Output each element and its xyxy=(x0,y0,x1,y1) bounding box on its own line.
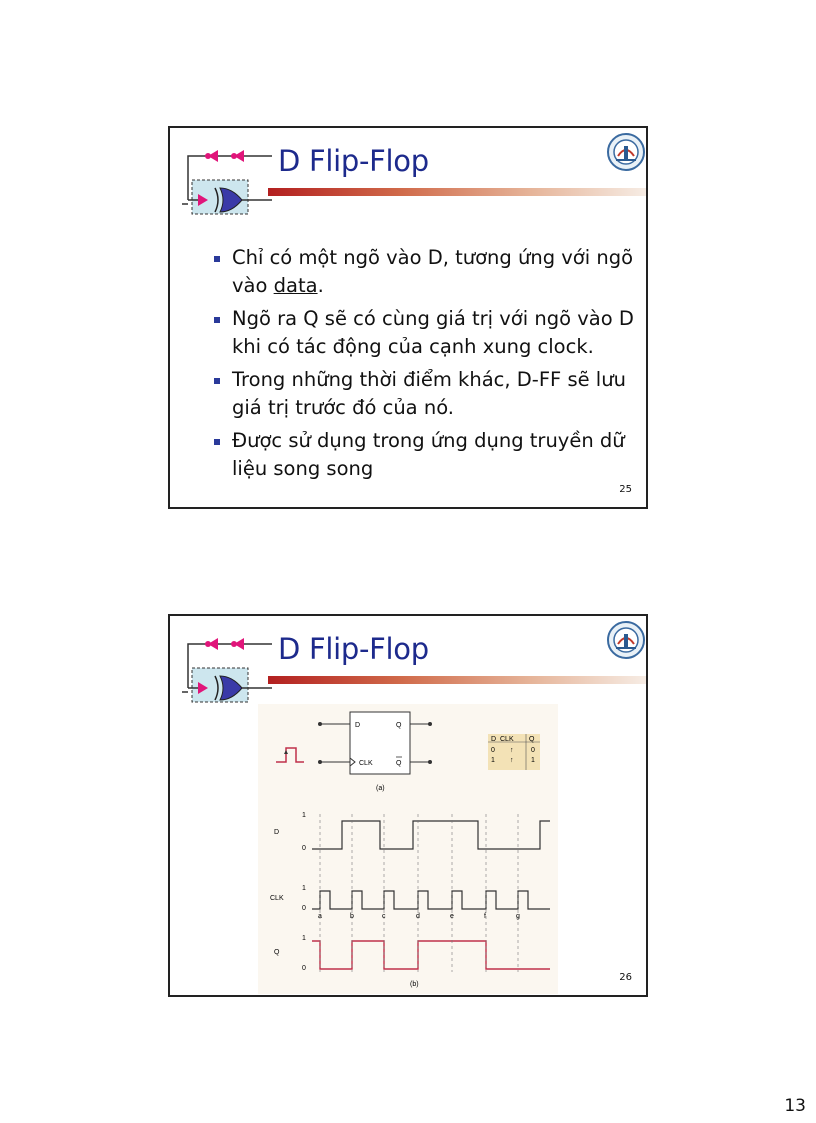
slide-title: D Flip-Flop xyxy=(278,144,429,178)
bullet-text: Được sử dụng trong ứng dụng truyền dữ liệu song song xyxy=(232,429,625,480)
block-q-label: Q xyxy=(396,722,402,729)
block-qbar-label: Q xyxy=(396,760,402,767)
bullet-item xyxy=(214,427,634,483)
bullet-text: Chỉ có một ngõ vào D, tương ứng với ngõ vào xyxy=(232,246,634,297)
university-emblem-icon xyxy=(606,620,646,660)
bullet-text-end: . xyxy=(317,274,324,297)
data-link[interactable]: data xyxy=(273,274,318,297)
bullet-item xyxy=(214,244,634,300)
slide-title: D Flip-Flop xyxy=(278,632,429,666)
edge-label: e xyxy=(450,913,454,920)
d-waveform xyxy=(312,821,550,849)
edge-label: d xyxy=(416,913,420,920)
level-one-label: 1 xyxy=(302,935,306,942)
slide-number: 26 xyxy=(619,972,632,983)
tt-cell: 1 xyxy=(491,757,495,764)
slide-25 xyxy=(168,126,648,509)
block-d-label: D xyxy=(355,722,361,729)
page-number: 13 xyxy=(784,1096,806,1116)
bullet-list xyxy=(214,244,634,488)
d-flipflop-diagram xyxy=(258,704,558,994)
caption-a: (a) xyxy=(376,785,385,792)
tt-cell: ↑ xyxy=(510,747,514,754)
level-zero-label: 0 xyxy=(302,965,306,972)
level-one-label: 1 xyxy=(302,812,306,819)
bullet-item xyxy=(214,305,634,361)
edge-label: a xyxy=(318,913,322,920)
block-clk-label: CLK xyxy=(359,760,373,767)
bullet-item xyxy=(214,366,634,422)
edge-guides xyxy=(320,814,518,972)
bullet-text: Ngõ ra Q sẽ có cùng giá trị với ngõ vào D khi có tác động của cạnh xung clock. xyxy=(232,307,634,358)
slide-26 xyxy=(168,614,648,997)
tt-header-d: D xyxy=(491,736,497,743)
edge-label: b xyxy=(350,913,354,920)
clk-waveform xyxy=(312,891,550,909)
caption-b: (b) xyxy=(410,981,419,988)
level-zero-label: 0 xyxy=(302,845,306,852)
slide-number: 25 xyxy=(619,484,632,495)
title-underline xyxy=(268,188,646,196)
signal-q-label: Q xyxy=(274,949,280,956)
q-waveform xyxy=(312,941,550,969)
edge-label: c xyxy=(382,913,386,920)
signal-d-label: D xyxy=(274,829,280,836)
level-zero-label: 0 xyxy=(302,905,306,912)
tt-cell: 1 xyxy=(531,757,535,764)
level-one-label: 1 xyxy=(302,885,306,892)
edge-label: g xyxy=(516,913,520,920)
truth-table xyxy=(488,734,540,770)
logic-gate-logo-icon xyxy=(182,630,272,706)
tt-cell: 0 xyxy=(491,747,495,754)
edge-label: f xyxy=(484,913,486,920)
signal-clk-label: CLK xyxy=(270,895,284,902)
clock-pulse-icon xyxy=(276,748,304,762)
bullet-text: Trong những thời điểm khác, D-FF sẽ lưu giá trị trước đó của nó. xyxy=(232,368,626,419)
university-emblem-icon xyxy=(606,132,646,172)
tt-header-q: Q xyxy=(529,736,535,743)
tt-cell: 0 xyxy=(531,747,535,754)
tt-header-clk: CLK xyxy=(500,736,514,743)
tt-cell: ↑ xyxy=(510,757,514,764)
logic-gate-logo-icon xyxy=(182,142,272,218)
title-underline xyxy=(268,676,646,684)
